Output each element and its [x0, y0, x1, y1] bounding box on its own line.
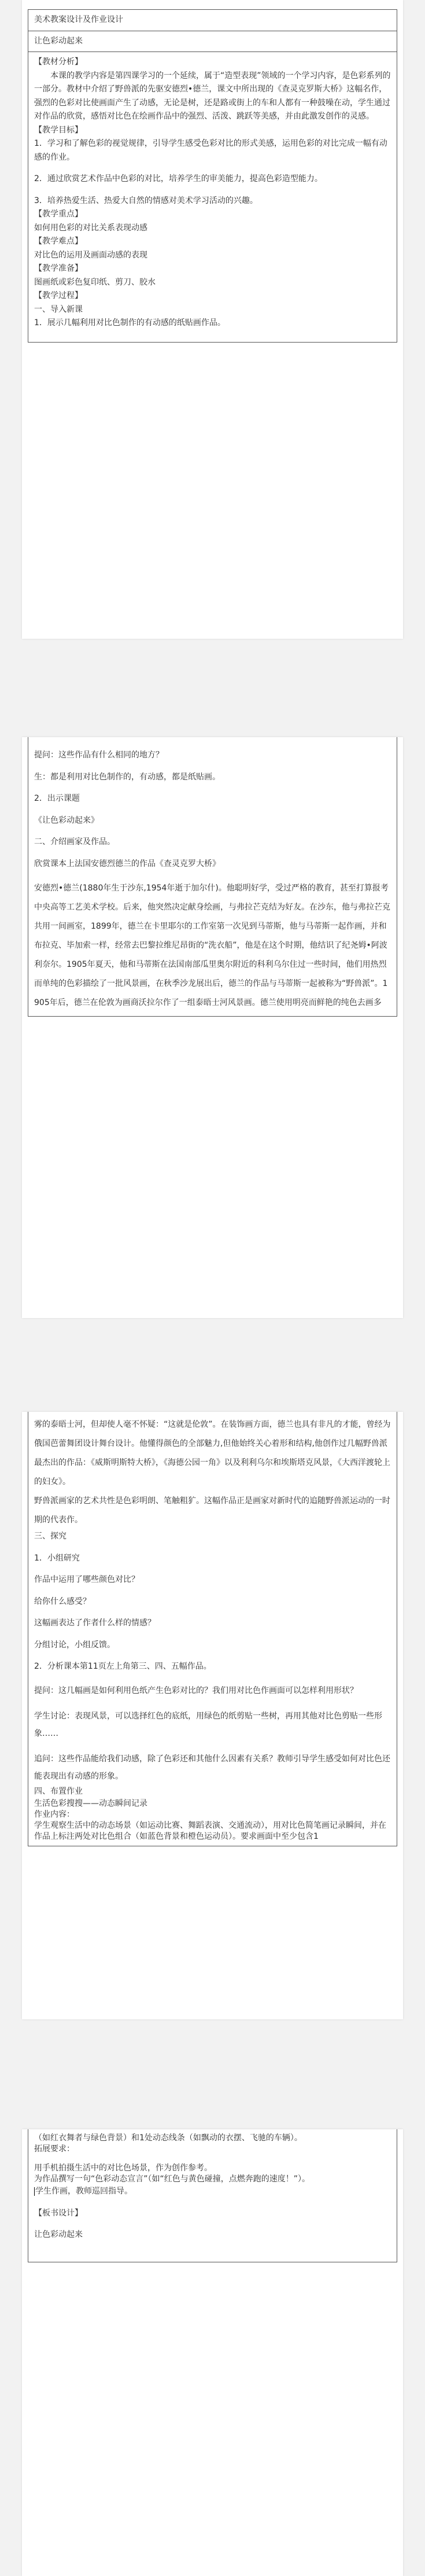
- homework-content-label: 作业内容：: [34, 1810, 75, 1819]
- lesson-body-cell-3: [28, 1412, 397, 1846]
- homework-label: 生活色彩搜搜——动态瞬间记录: [34, 1799, 147, 1808]
- homework-content-continued: （如红衣舞者与绿色背景）和1处动态线条（如飘动的衣摆、飞驰的车辆）。: [34, 2133, 302, 2143]
- question-emotion: 这幅画表达了作者什么样的情感？: [34, 1618, 156, 1628]
- difficulty-text: 对比色的运用及画面动感的表现: [34, 250, 147, 260]
- lesson-plan-table-cont-3: [28, 1412, 397, 1846]
- step3-heading: 三、探究: [34, 1532, 66, 1541]
- lesson-plan-table-cont-4: [28, 2129, 397, 2262]
- document-page-3: [22, 1412, 403, 2019]
- key-text: 如何用色彩的对比关系表现动感: [34, 223, 147, 233]
- section-heading-process: 【教学过程】: [34, 291, 83, 300]
- analyze-works: 2．分析课本第11页左上角第三、四、五幅作品。: [34, 1662, 212, 1671]
- board-title: 让色彩动起来: [34, 2230, 83, 2239]
- group-study-heading: 1．小组研究: [34, 1553, 80, 1563]
- homework-content: 学生观察生活中的动态场景（如运动比赛、舞蹈表演、交通流动），用对比色简笔画记录瞬间，并在作品上标注两处对比色组合（如蓝色背景和橙色运动员）。要求画面中至少包含1: [34, 1821, 386, 1841]
- group-discussion: 分组讨论，小组反馈。: [34, 1640, 115, 1650]
- topic-heading: 2．出示课题: [34, 794, 80, 803]
- homework-expand-label: 拓展要求：: [34, 2144, 75, 2154]
- section-heading-board: 【板书设计】: [34, 2208, 83, 2218]
- prep-text: 图画纸或彩色复印纸、剪刀、胶水: [34, 277, 156, 287]
- closing-activity: [34, 2185, 391, 2199]
- intro-text: 欣赏课本上法国安德烈德兰的作品《查灵克罗大桥》: [34, 859, 220, 869]
- document-page-4: [22, 2129, 403, 2576]
- lesson-title: 让色彩动起来: [28, 31, 397, 52]
- lesson-body-cell-4: [28, 2129, 397, 2262]
- lesson-body-cell: [28, 52, 397, 343]
- biography-continued: 雾的泰晤士河，但却使人毫不怀疑：“这就是伦敦”。在装饰画方面，德兰也具有非凡的才能，曾经为俄国芭蕾舞团设计舞台设计。他懂得颜色的全部魅力,但他始终关心着形和结构,他创作过几幅野兽派最杰出的作品：《威斯明斯特大桥》，《海德公园一角》以及利利乌尔和埃斯塔克风景，《大西洋渡轮上的妇女》。: [34, 1420, 391, 1486]
- section-heading-prep: 【教学准备】: [34, 264, 83, 273]
- section-heading-analysis: 【教材分析】: [34, 57, 83, 67]
- text-cursor: [34, 2187, 35, 2196]
- question-similar: 提问：这些作品有什么相同的地方？: [34, 750, 164, 760]
- homework-expand-1: 用手机拍摄生活中的对比色场景，作为创作参考。: [34, 2163, 212, 2173]
- fauvism-features: 野兽派画家的艺术共性是色彩明朗、笔触粗犷。这幅作品正是画家对新时代的追随野兽派运动的一时期的代表作。: [34, 1496, 390, 1525]
- step4-heading: 四、布置作业: [34, 1786, 83, 1796]
- lesson-body-cell-2: [28, 737, 397, 1017]
- lesson-plan-table-cont-2: [28, 737, 397, 1017]
- section-heading-difficulty: 【教学难点】: [34, 237, 83, 246]
- step1-item: 1．展示几幅利用对比色制作的有动感的纸贴画作品。: [34, 318, 226, 327]
- answer-similar: 生：都是利用对比色制作的，有动感，都是纸贴画。: [34, 772, 220, 782]
- follow-up-question: 追问：这些作品能给我们动感，除了色彩还和其他什么因素有关系？教师引导学生感受如何对比色还能表现出有动感的形象。: [34, 1754, 390, 1781]
- step1-heading: 一、导入新课: [34, 304, 83, 314]
- goal-item-3: 3．培养热爱生活、热爱大自然的情感对美术学习活动的兴趣。: [34, 196, 258, 205]
- step2-heading: 二、介绍画家及作品。: [34, 837, 115, 847]
- closing-text: 学生作画，教师巡回指导。: [35, 2187, 132, 2196]
- section-heading-key: 【教学重点】: [34, 209, 83, 219]
- document-page-1: [22, 0, 403, 639]
- goal-item-2: 2．通过欣赏艺术作品中色彩的对比，培养学生的审美能力，提高色彩造型能力。: [34, 174, 323, 183]
- section-heading-goals: 【教学目标】: [34, 125, 83, 135]
- student-discussion: 学生讨论：表现风景，可以选择红色的底纸，用绿色的纸剪贴一些树，再用其他对比色剪贴一些形象……: [34, 1711, 382, 1738]
- lesson-plan-table: [28, 9, 397, 343]
- homework-expand-2: 为作品撰写一句“色彩动态宣言”（如“红色与黄色碰撞，点燃奔跑的速度！”）。: [34, 2174, 311, 2184]
- goal-item-1: 1．学习和了解色彩的视觉规律，引导学生感受色彩对比的形式美感，运用色彩的对比完成一幅有动感的作业。: [34, 139, 387, 162]
- question-recompose: 提问：这几幅画是如何利用色纸产生色彩对比的？我们用对比色作画面可以怎样利用形状？: [34, 1686, 358, 1695]
- topic-title: 《让色彩动起来》: [34, 815, 99, 825]
- artist-biography: 安德烈•德兰(1880年生于沙东,1954年逝于加尔什)。他聪明好学，受过严格的教育，甚至打算报考中央高等工艺美术学校。后来，他突然决定献身绘画，与弗拉芒克结为好友。在沙东，他与弗拉芒克共用一间画室，1899年，德兰在卡里耶尔的工作室第一次见到马蒂斯，他与马蒂斯一起作画，并和布拉克、毕加索一样，经常去巴黎拉维尼昂街的“洗衣船”，他是在这个时期，他结识了纪尧姆•阿波利奈尔。1905年夏天，他和马蒂斯在法国南部瓜里奥尔附近的科利乌尔住过一些时间，他们用热烈而单纯的色彩描绘了一批风景画，在秋季沙龙展出后，德兰的作品与马蒂斯一起被称为“野兽派”。1905年后，德兰在伦敦为画商沃拉尔作了一组泰晤士河风景画。德兰使用明亮而鲜艳的纯色去画多: [34, 884, 390, 1007]
- question-colors: 作品中运用了哪些颜色对比？: [34, 1575, 139, 1584]
- document-header: 美术教案设计及作业设计: [28, 10, 397, 31]
- question-feeling: 给你什么感受？: [34, 1596, 91, 1606]
- document-page-2: [22, 737, 403, 1318]
- analysis-text: 本课的教学内容是第四课学习的一个延续，属于“造型表现”领域的一个学习内容，是色彩系列的一部分。教材中介绍了野兽派的先驱安德烈•德兰，课文中所出现的《查灵克罗斯大桥》这幅名作，强烈的色彩对比使画面产生了动感，无论是树，还是路或街上的车和人都有一种鼓噪在动，学生通过对作品的欣赏，感悟对比色在绘画作品中的强烈、活泼、跳跃等美感，并由此激发创作的灵感。: [34, 71, 391, 121]
